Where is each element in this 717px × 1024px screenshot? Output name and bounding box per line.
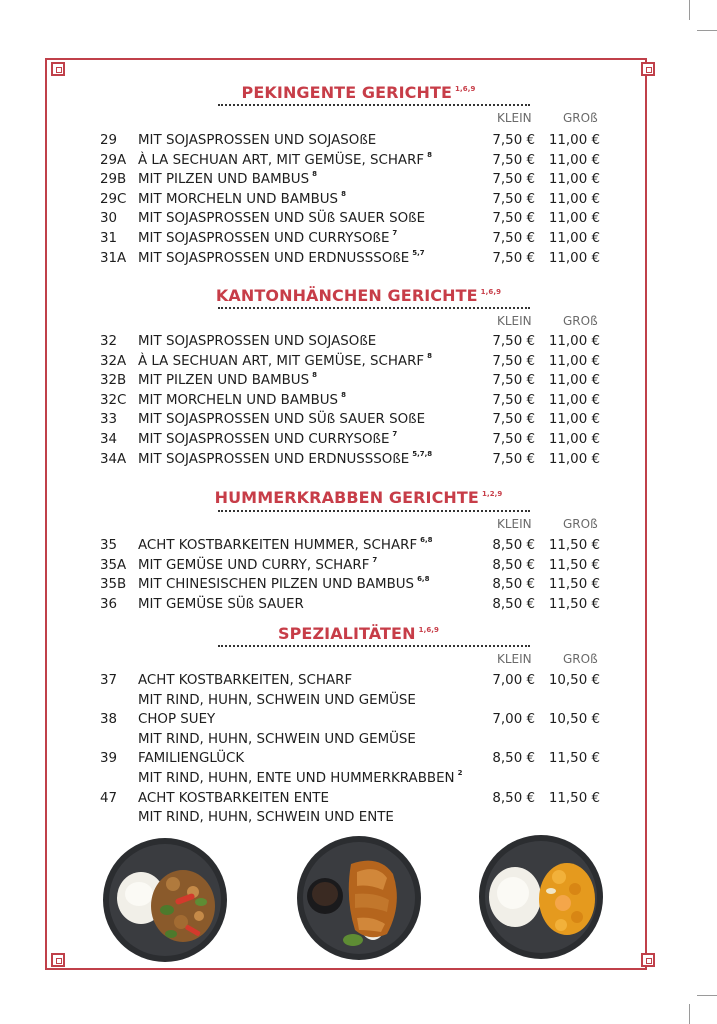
price-small: 7,50 €	[492, 432, 535, 447]
item-number: 35A	[100, 557, 127, 573]
price-small: 7,50 €	[492, 191, 535, 207]
item-name-text: MIT PILZEN UND BAMBUS	[138, 373, 310, 389]
dish-photo-peking-duck	[295, 834, 423, 962]
column-header-small: KLEIN	[497, 652, 532, 666]
section-title	[0, 488, 717, 507]
item-number: 32C	[100, 392, 127, 408]
price-large: 11,00 €	[548, 152, 600, 168]
price-small: 8,50 €	[492, 751, 535, 767]
price-small: 7,50 €	[492, 451, 535, 467]
item-allergen-codes: 7	[392, 229, 398, 237]
price-large: 11,00 €	[548, 231, 600, 246]
item-allergen-codes: 8	[341, 189, 346, 198]
price-small: 7,50 €	[492, 250, 535, 266]
item-name	[138, 730, 419, 751]
frame-corner-ornament	[51, 62, 65, 76]
item-allergen-codes: 8	[341, 390, 346, 399]
price-large: 11,50 €	[548, 577, 600, 593]
item-name-text: FAMILIENGLÜCK	[138, 751, 245, 767]
price-large: 11,50 €	[548, 596, 600, 612]
item-name-text: MIT SOJASPROSSEN UND ERDNUSSSOßE	[138, 451, 410, 467]
item-allergen-codes: 5,7,8	[412, 449, 433, 458]
item-name-text: MIT PILZEN UND BAMBUS	[138, 172, 310, 188]
price-small: 8,50 €	[492, 577, 535, 593]
item-name	[138, 170, 317, 191]
price-large: 11,00 €	[548, 412, 600, 428]
menu-item	[100, 691, 600, 710]
price-large: 10,50 €	[548, 673, 600, 688]
price-small: 8,50 €	[492, 538, 535, 553]
menu-item	[100, 332, 600, 351]
crop-mark	[697, 995, 717, 996]
item-name	[138, 536, 433, 557]
item-name-text: ACHT KOSTBARKEITEN, SCHARF	[138, 673, 353, 688]
price-small: 7,50 €	[492, 412, 535, 428]
item-name	[138, 789, 332, 810]
price-small: 7,50 €	[492, 392, 535, 408]
item-name-text: À LA SECHUAN ART, MIT GEMÜSE, SCHARF	[138, 353, 425, 369]
item-number: 47	[100, 790, 118, 806]
allergen-codes: 1,6,9	[418, 626, 440, 634]
price-large: 11,00 €	[548, 250, 600, 266]
item-name-text: MIT CHINESISCHEN PILZEN UND BAMBUS	[138, 577, 415, 593]
item-name	[138, 671, 355, 692]
item-number: 29B	[100, 172, 127, 188]
menu-item	[100, 229, 600, 248]
item-number: 38	[100, 712, 118, 728]
item-name	[138, 391, 346, 412]
column-header-large: GROß	[563, 517, 598, 531]
item-name-text: MIT MORCHELN UND BAMBUS	[138, 392, 339, 408]
price-small: 7,50 €	[492, 353, 535, 369]
dotted-divider	[218, 510, 530, 512]
item-name	[138, 249, 425, 270]
menu-item	[100, 430, 600, 449]
crop-mark	[697, 30, 717, 31]
price-large: 11,00 €	[548, 133, 600, 148]
crop-mark	[689, 0, 690, 20]
price-small: 7,50 €	[492, 334, 535, 349]
item-name-text: MIT SOJASPROSSEN UND SOJASOßE	[138, 133, 377, 148]
dotted-divider	[218, 104, 530, 106]
price-large: 11,00 €	[548, 451, 600, 467]
item-name	[138, 352, 432, 373]
item-number: 30	[100, 211, 118, 227]
item-name	[138, 808, 397, 829]
item-name	[138, 749, 247, 770]
item-name	[138, 332, 379, 353]
menu-item	[100, 730, 600, 749]
menu-item	[100, 170, 600, 189]
item-name	[138, 190, 346, 211]
price-small: 8,50 €	[492, 596, 535, 612]
item-number: 32B	[100, 373, 127, 389]
item-number: 34	[100, 432, 118, 447]
price-small: 7,50 €	[492, 373, 535, 389]
item-name-text: MIT SOJASPROSSEN UND SÜß SAUER SOßE	[138, 412, 426, 428]
item-number: 34A	[100, 451, 127, 467]
dotted-divider	[218, 645, 530, 647]
item-name-text: MIT RIND, HUHN, ENTE UND HUMMERKRABBEN	[138, 771, 455, 786]
frame-corner-ornament	[641, 62, 655, 76]
item-number: 29A	[100, 152, 127, 168]
item-number: 35	[100, 538, 118, 553]
dish-photo-kung-pao	[101, 836, 229, 964]
item-name	[138, 371, 317, 392]
menu-item	[100, 595, 600, 614]
section-title-text: SPEZIALITÄTEN	[277, 624, 416, 643]
allergen-codes: 1,6,9	[480, 288, 502, 296]
menu-item	[100, 151, 600, 170]
price-large: 11,00 €	[548, 211, 600, 227]
item-name-text: ACHT KOSTBARKEITEN ENTE	[138, 790, 329, 806]
item-name	[138, 430, 397, 451]
item-name	[138, 556, 377, 577]
section-title-text: KANTONHÄNCHEN GERICHTE	[215, 286, 478, 305]
dotted-divider	[218, 307, 530, 309]
item-number: 32	[100, 334, 118, 349]
menu-item	[100, 808, 600, 827]
section-title	[0, 286, 717, 305]
item-name	[138, 691, 419, 712]
menu-item	[100, 749, 600, 768]
item-name-text: MIT RIND, HUHN, SCHWEIN UND GEMÜSE	[138, 731, 416, 747]
item-number: 31	[100, 231, 118, 246]
item-name	[138, 450, 432, 471]
menu-item	[100, 575, 600, 594]
price-large: 11,50 €	[548, 790, 600, 806]
item-allergen-codes: 2	[457, 769, 463, 777]
menu-item	[100, 450, 600, 469]
item-number: 39	[100, 751, 118, 767]
item-name	[138, 769, 462, 790]
menu-item	[100, 131, 600, 150]
price-large: 10,50 €	[548, 712, 600, 728]
section-title-text: PEKINGENTE GERICHTE	[241, 83, 453, 102]
item-name-text: MIT SOJASPROSSEN UND CURRYSOßE	[138, 432, 390, 447]
price-small: 7,50 €	[492, 133, 535, 148]
price-large: 11,00 €	[548, 373, 600, 389]
menu-item	[100, 769, 600, 788]
item-allergen-codes: 8	[312, 170, 317, 179]
price-small: 7,50 €	[492, 152, 535, 168]
price-large: 11,00 €	[548, 191, 600, 207]
item-allergen-codes: 8	[312, 371, 317, 380]
item-name	[138, 710, 218, 731]
item-name-text: À LA SECHUAN ART, MIT GEMÜSE, SCHARF	[138, 152, 425, 168]
item-number: 37	[100, 673, 118, 688]
item-name	[138, 151, 432, 172]
frame-corner-ornament	[51, 953, 65, 967]
menu-item	[100, 352, 600, 371]
item-allergen-codes: 6,8	[420, 536, 433, 544]
price-small: 7,50 €	[492, 231, 535, 246]
item-name-text: MIT GEMÜSE UND CURRY, SCHARF	[138, 557, 370, 573]
column-header-small: KLEIN	[497, 111, 532, 125]
item-name	[138, 131, 379, 152]
item-name-text: MIT RIND, HUHN, SCHWEIN UND ENTE	[138, 810, 394, 826]
item-number: 32A	[100, 353, 127, 369]
item-name-text: MIT RIND, HUHN, SCHWEIN UND GEMÜSE	[138, 692, 416, 708]
allergen-codes: 1,2,9	[481, 490, 503, 498]
item-name-text: ACHT KOSTBARKEITEN HUMMER, SCHARF	[138, 538, 418, 553]
menu-item	[100, 410, 600, 429]
item-name-text: MIT SOJASPROSSEN UND SOJASOßE	[138, 334, 377, 349]
item-name	[138, 229, 397, 250]
item-number: 33	[100, 412, 118, 428]
item-number: 36	[100, 596, 118, 612]
frame-corner-ornament	[641, 953, 655, 967]
section-title	[0, 624, 717, 643]
column-header-large: GROß	[563, 652, 598, 666]
item-name-text: MIT SOJASPROSSEN UND SÜß SAUER SOßE	[138, 211, 426, 227]
menu-item	[100, 710, 600, 729]
column-header-small: KLEIN	[497, 314, 532, 328]
item-allergen-codes: 7	[392, 430, 398, 438]
item-allergen-codes: 7	[372, 555, 378, 564]
menu-item	[100, 249, 600, 268]
menu-item	[100, 536, 600, 555]
price-small: 7,00 €	[492, 673, 535, 688]
menu-item	[100, 556, 600, 575]
price-large: 11,00 €	[548, 353, 600, 369]
section-title-text: HUMMERKRABBEN GERICHTE	[214, 488, 479, 507]
crop-mark	[689, 1004, 690, 1024]
item-name	[138, 595, 307, 616]
price-large: 11,00 €	[548, 172, 600, 188]
menu-item	[100, 789, 600, 808]
menu-item	[100, 671, 600, 690]
item-number: 31A	[100, 250, 127, 266]
dish-photo-curry-shrimp	[477, 833, 605, 961]
price-large: 11,00 €	[548, 432, 600, 447]
price-large: 11,50 €	[548, 751, 600, 767]
price-small: 7,00 €	[492, 712, 535, 728]
item-name-text: MIT SOJASPROSSEN UND ERDNUSSSOßE	[138, 250, 410, 266]
item-allergen-codes: 8	[427, 351, 432, 360]
menu-item	[100, 391, 600, 410]
menu-item	[100, 190, 600, 209]
price-large: 11,00 €	[548, 334, 600, 349]
column-header-large: GROß	[563, 111, 598, 125]
item-name	[138, 410, 428, 431]
item-name	[138, 209, 428, 230]
section-title	[0, 83, 717, 102]
item-name-text: MIT SOJASPROSSEN UND CURRYSOßE	[138, 231, 390, 246]
item-allergen-codes: 5,7	[412, 248, 425, 257]
menu-item	[100, 371, 600, 390]
allergen-codes: 1,6,9	[455, 85, 476, 93]
item-allergen-codes: 6,8	[417, 575, 430, 584]
price-large: 11,50 €	[548, 538, 600, 553]
item-name-text: MIT GEMÜSE SÜß SAUER	[138, 596, 304, 612]
item-name	[138, 575, 429, 596]
price-small: 8,50 €	[492, 790, 535, 806]
price-large: 11,50 €	[548, 557, 600, 573]
item-number: 29C	[100, 191, 127, 207]
item-allergen-codes: 8	[427, 150, 432, 159]
price-small: 7,50 €	[492, 172, 535, 188]
column-header-large: GROß	[563, 314, 598, 328]
price-small: 8,50 €	[492, 557, 535, 573]
item-number: 35B	[100, 577, 127, 593]
column-header-small: KLEIN	[497, 517, 532, 531]
price-large: 11,00 €	[548, 392, 600, 408]
item-name-text: MIT MORCHELN UND BAMBUS	[138, 191, 339, 207]
item-name-text: CHOP SUEY	[138, 712, 216, 728]
menu-item	[100, 209, 600, 228]
price-small: 7,50 €	[492, 211, 535, 227]
item-number: 29	[100, 133, 118, 148]
